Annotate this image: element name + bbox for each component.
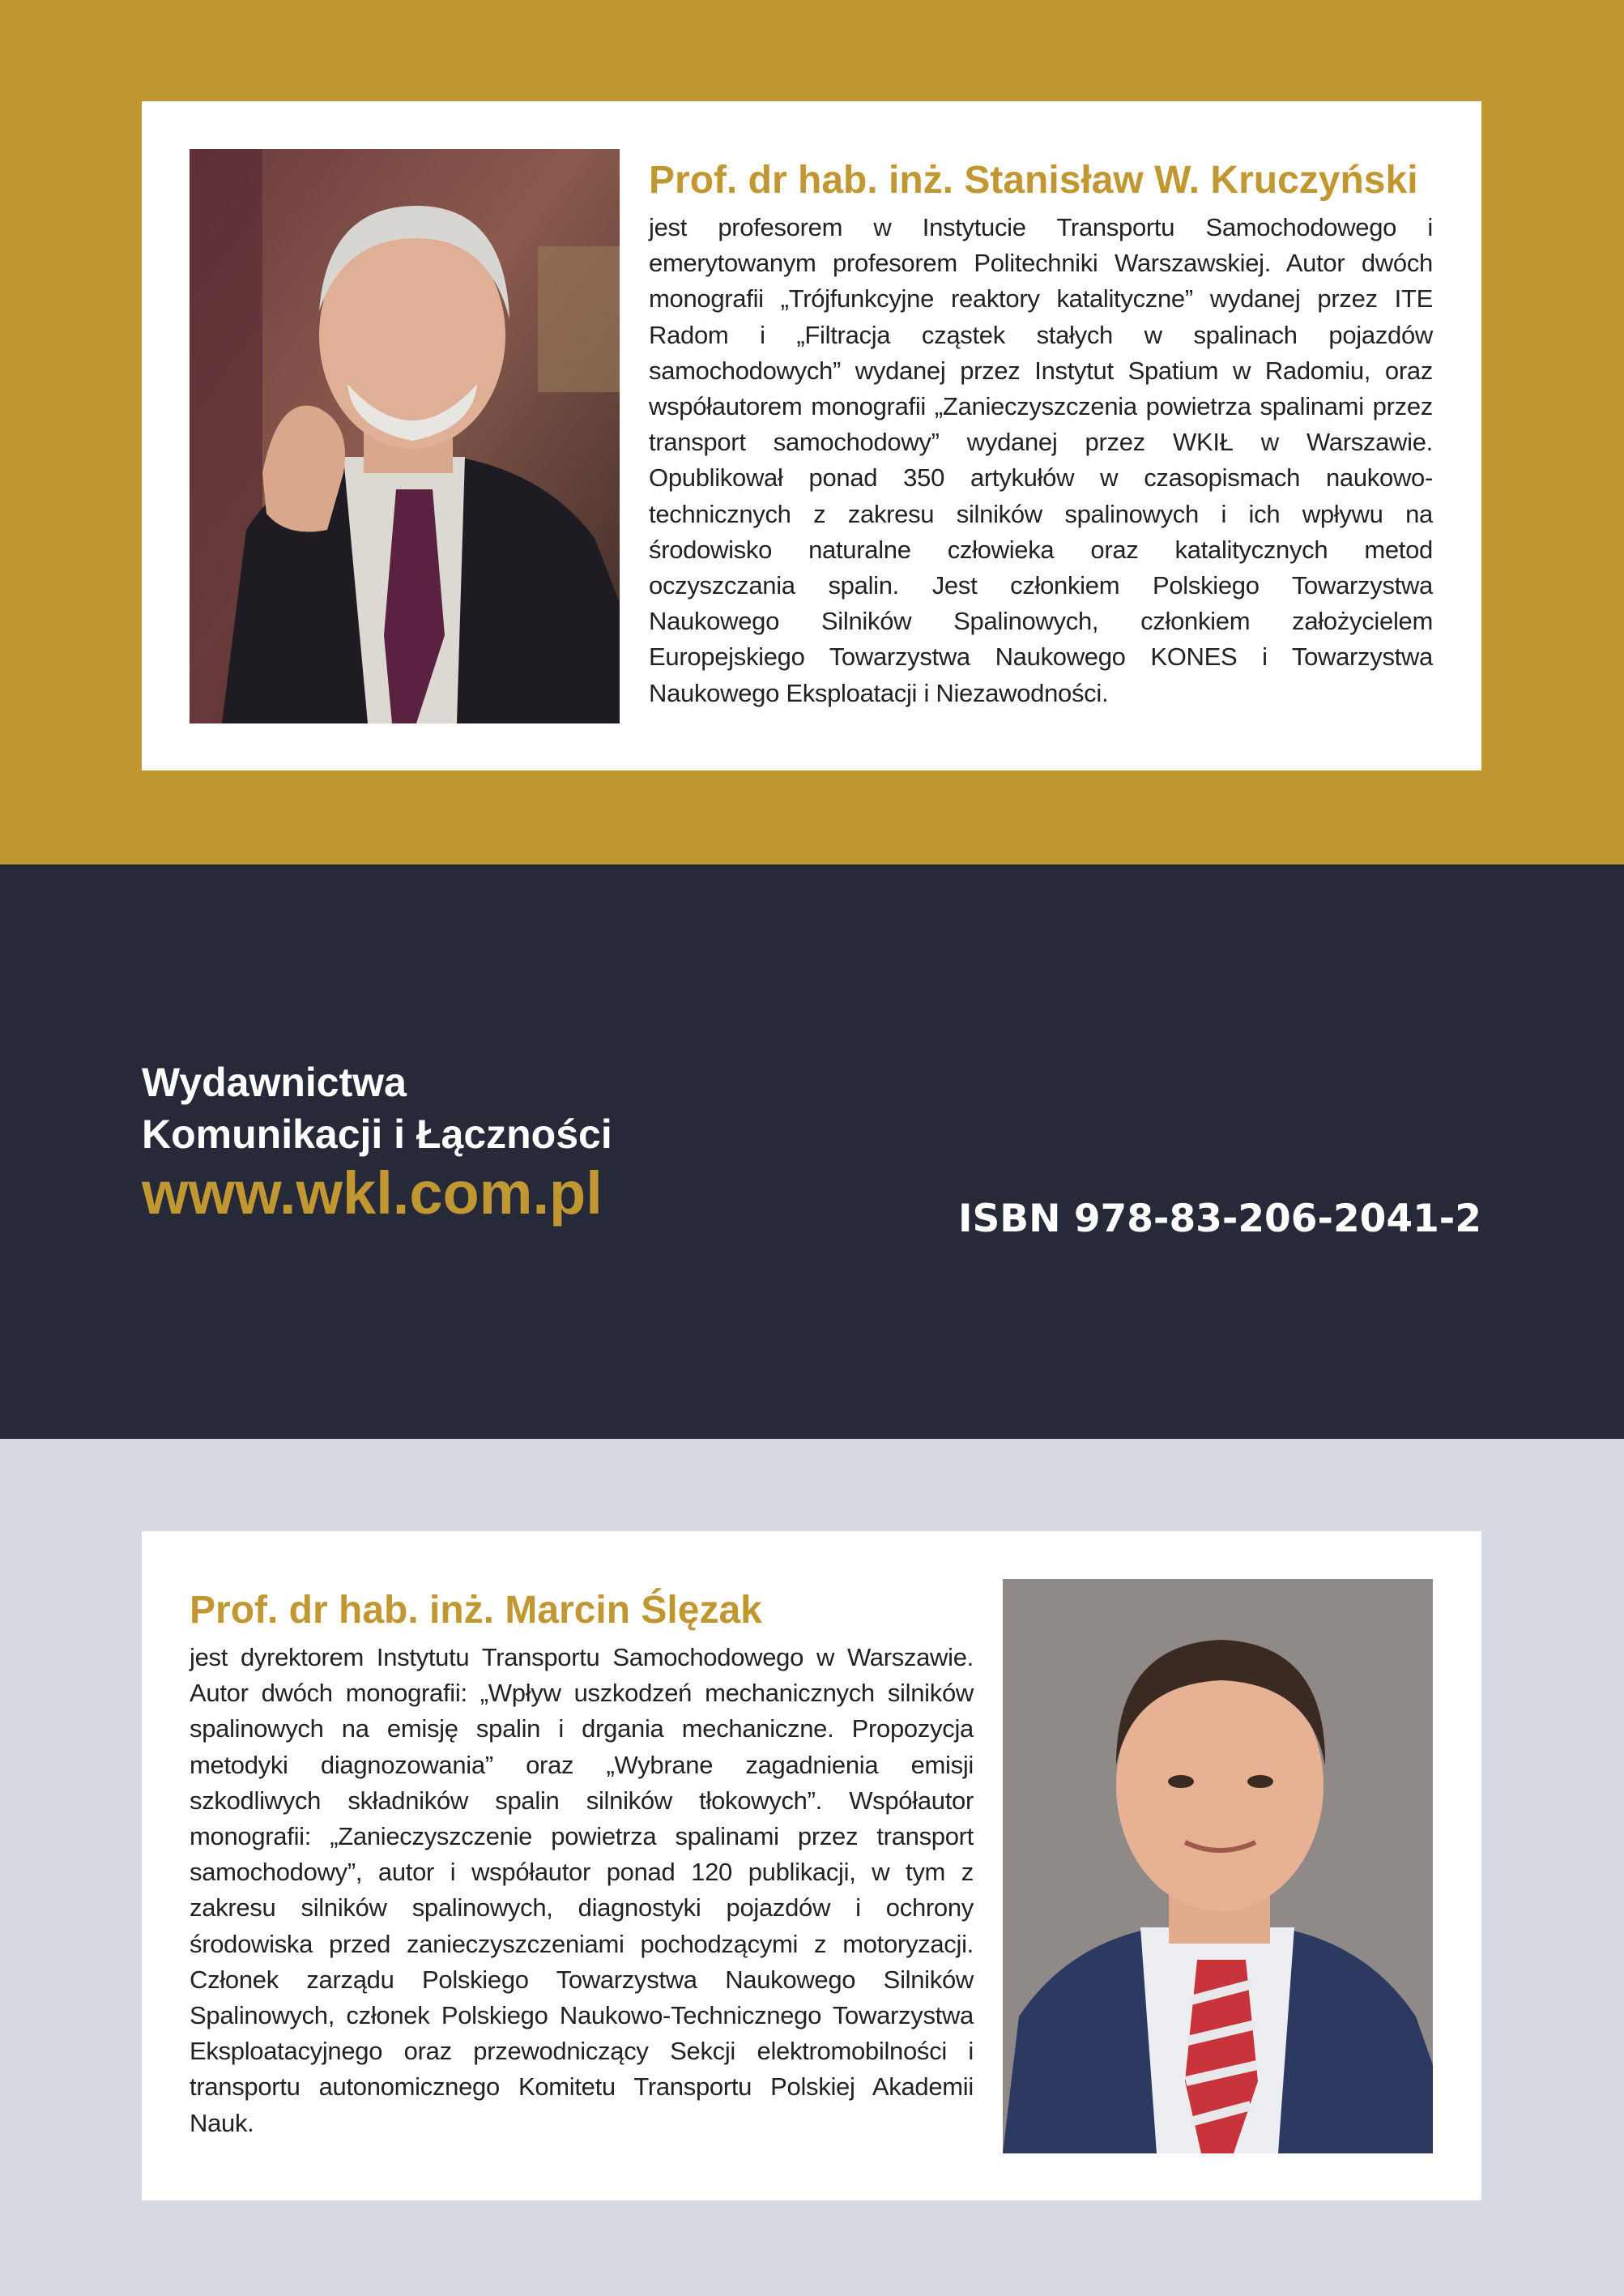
- author-bio-bottom: [190, 1586, 974, 2141]
- publisher-name-line1: Wydawnictwa: [142, 1060, 407, 1105]
- author-photo-top: [190, 149, 620, 723]
- author-photo-bottom: [1003, 1579, 1433, 2153]
- publisher-name-line2: Komunikacji i Łączności: [142, 1112, 612, 1157]
- publisher-url: www.wkl.com.pl: [142, 1159, 603, 1227]
- publisher-block: [142, 1056, 612, 1228]
- author-description: jest profesorem w Instytucie Transportu Samochodowego i emerytowanym profesorem Politechniki Warszawskiej. Autor dwóch monografii „Trójfunkcyjne reaktory katalityczne” wydanej przez ITE Radom i „Filtracja cząstek stałych w spalinach pojazdów samochodowych” wydanej przez Instytut Spatium w Radomiu, oraz współautorem monografii „Zanieczyszczenia powietrza spalinami przez transport samochodowy” wydanej przez WKIŁ w Warszawie. Opublikował ponad 350 artykułów w czasopismach naukowo-technicznych z zakresu silników spalinowych i ich wpływu na środowisko naturalne człowieka oraz katalitycznych metod oczyszczania spalin. Jest członkiem Polskiego Towarzystwa Naukowego Silników Spalinowych, członkiem założycielem Europejskiego Towarzystwa Naukowego KONES i Towarzystwa Naukowego Eksploatacji i Niezawodności.: [649, 213, 1433, 707]
- author-description: jest dyrektorem Instytutu Transportu Samochodowego w Warszawie. Autor dwóch monografii: „Wpływ uszkodzeń mechanicznych silników spalinowych na emisję spalin i drgania mechaniczne. Propozycja metodyki diagnozowania” oraz „Wybrane zagadnienia emisji szkodliwych składników spalin silników tłokowych”. Współautor monografii: „Zanieczyszczenie powietrza spalinami przez transport samochodowy”, autor i współautor ponad 120 publikacji, w tym z zakresu silników spalinowych, diagnostyki pojazdów i ochrony środowiska przed zanieczyszczeniami pochodzącymi z motoryzacji. Członek zarządu Polskiego Towarzystwa Naukowego Silników Spalinowych, członek Polskiego Naukowo-Technicznego Towarzystwa Eksploatacyjnego oraz przewodniczący Sekcji elektromobilności i transportu autonomicznego Komitetu Transportu Polskiej Akademii Nauk.: [190, 1643, 974, 2137]
- author-card-bottom: [142, 1531, 1481, 2200]
- author-name: Prof. dr hab. inż. Stanisław W. Kruczyński: [649, 159, 1418, 202]
- isbn-number: ISBN 978-83-206-2041-2: [957, 1197, 1481, 1241]
- author-name: Prof. dr hab. inż. Marcin Ślęzak: [190, 1589, 762, 1632]
- author-bio-top: [649, 156, 1433, 711]
- author-card-top: [142, 101, 1481, 770]
